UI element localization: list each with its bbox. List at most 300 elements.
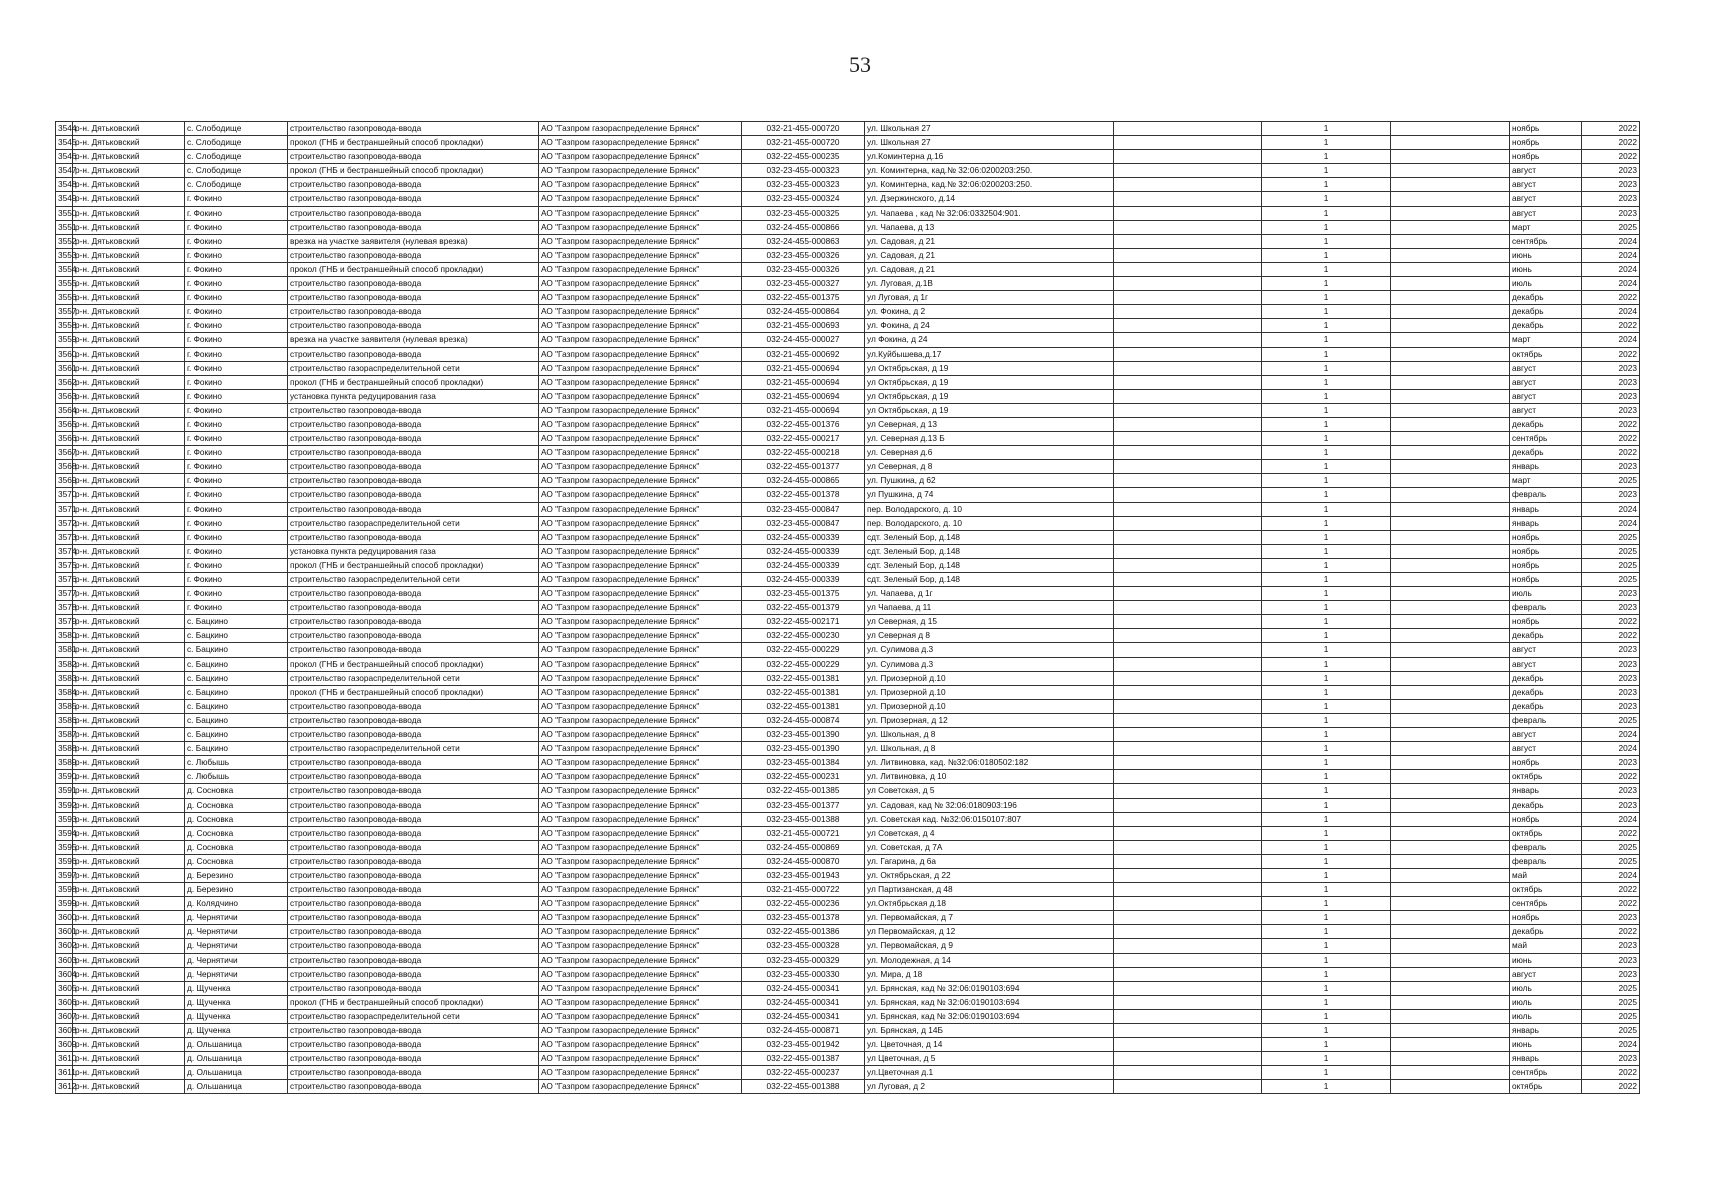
month-cell: июнь [1510,248,1582,262]
district-cell: р-н. Дятьковский [73,953,185,967]
settlement-cell: д. Ольшаница [185,1038,288,1052]
settlement-cell: д. Ольшаница [185,1066,288,1080]
row-number: 3564 [56,403,73,417]
work-type-cell: прокол (ГНБ и бестраншейный способ прокладки) [288,262,539,276]
work-type-cell: прокол (ГНБ и бестраншейный способ прокладки) [288,685,539,699]
application-code-cell: 032-22-455-000217 [742,432,865,446]
empty-cell [1391,798,1510,812]
quantity-cell: 1 [1262,713,1391,727]
month-cell: февраль [1510,713,1582,727]
address-cell: ул. Школьная 27 [865,122,1114,136]
address-cell: ул. Дзержинского, д.14 [865,192,1114,206]
year-cell: 2023 [1582,671,1640,685]
application-code-cell: 032-24-455-000866 [742,220,865,234]
district-cell: р-н. Дятьковский [73,798,185,812]
organization-cell: АО "Газпром газораспределение Брянск" [539,530,742,544]
work-type-cell: прокол (ГНБ и бестраншейный способ прокладки) [288,995,539,1009]
address-cell: ул. Литвиновка, д 10 [865,770,1114,784]
quantity-cell: 1 [1262,488,1391,502]
work-type-cell: строительство газопровода-ввода [288,826,539,840]
empty-cell [1114,615,1262,629]
table-row [56,601,1640,615]
table-row [56,615,1640,629]
row-number: 3582 [56,657,73,671]
settlement-cell: д. Щученка [185,1024,288,1038]
district-cell: р-н. Дятьковский [73,488,185,502]
quantity-cell: 1 [1262,601,1391,615]
row-number: 3587 [56,728,73,742]
organization-cell: АО "Газпром газораспределение Брянск" [539,333,742,347]
row-number: 3577 [56,587,73,601]
application-code-cell: 032-23-455-000326 [742,248,865,262]
row-number: 3559 [56,333,73,347]
quantity-cell: 1 [1262,192,1391,206]
district-cell: р-н. Дятьковский [73,615,185,629]
quantity-cell: 1 [1262,883,1391,897]
table-row [56,756,1640,770]
application-code-cell: 032-22-455-001381 [742,685,865,699]
address-cell: ул. Сулимова д.3 [865,643,1114,657]
year-cell: 2024 [1582,812,1640,826]
organization-cell: АО "Газпром газораспределение Брянск" [539,319,742,333]
table-row [56,840,1640,854]
address-cell: ул. Коминтерна, кад.№ 32:06:0200203:250. [865,164,1114,178]
year-cell: 2023 [1582,587,1640,601]
organization-cell: АО "Газпром газораспределение Брянск" [539,897,742,911]
empty-cell [1114,911,1262,925]
row-number: 3608 [56,1024,73,1038]
month-cell: февраль [1510,601,1582,615]
organization-cell: АО "Газпром газораспределение Брянск" [539,192,742,206]
year-cell: 2023 [1582,911,1640,925]
work-type-cell: строительство газопровода-ввода [288,150,539,164]
empty-cell [1391,544,1510,558]
row-number: 3580 [56,629,73,643]
register-table [55,121,1640,1094]
district-cell: р-н. Дятьковский [73,1009,185,1023]
settlement-cell: г. Фокино [185,220,288,234]
district-cell: р-н. Дятьковский [73,995,185,1009]
organization-cell: АО "Газпром газораспределение Брянск" [539,939,742,953]
work-type-cell: строительство газопровода-ввода [288,220,539,234]
work-type-cell: строительство газораспределительной сети [288,742,539,756]
application-code-cell: 032-21-455-000720 [742,136,865,150]
address-cell: ул. Садовая, д 21 [865,248,1114,262]
year-cell: 2023 [1582,685,1640,699]
month-cell: ноябрь [1510,122,1582,136]
year-cell: 2024 [1582,868,1640,882]
month-cell: ноябрь [1510,756,1582,770]
application-code-cell: 032-22-455-000231 [742,770,865,784]
month-cell: август [1510,403,1582,417]
organization-cell: АО "Газпром газораспределение Брянск" [539,347,742,361]
settlement-cell: д. Щученка [185,995,288,1009]
district-cell: р-н. Дятьковский [73,629,185,643]
application-code-cell: 032-23-455-000329 [742,953,865,967]
empty-cell [1391,573,1510,587]
empty-cell [1391,1009,1510,1023]
year-cell: 2022 [1582,826,1640,840]
table-row [56,375,1640,389]
table-row [56,389,1640,403]
empty-cell [1114,544,1262,558]
organization-cell: АО "Газпром газораспределение Брянск" [539,770,742,784]
row-number: 3583 [56,671,73,685]
row-number: 3549 [56,192,73,206]
year-cell: 2022 [1582,291,1640,305]
address-cell: ул.Куйбышева,д.17 [865,347,1114,361]
table-row [56,897,1640,911]
row-number: 3568 [56,460,73,474]
table-row [56,981,1640,995]
empty-cell [1391,361,1510,375]
settlement-cell: с. Слободище [185,178,288,192]
month-cell: сентябрь [1510,432,1582,446]
table-row [56,164,1640,178]
district-cell: р-н. Дятьковский [73,573,185,587]
work-type-cell: строительство газопровода-ввода [288,713,539,727]
organization-cell: АО "Газпром газораспределение Брянск" [539,460,742,474]
organization-cell: АО "Газпром газораспределение Брянск" [539,953,742,967]
application-code-cell: 032-23-455-000324 [742,192,865,206]
empty-cell [1391,925,1510,939]
organization-cell: АО "Газпром газораспределение Брянск" [539,643,742,657]
district-cell: р-н. Дятьковский [73,262,185,276]
district-cell: р-н. Дятьковский [73,1024,185,1038]
month-cell: август [1510,657,1582,671]
district-cell: р-н. Дятьковский [73,657,185,671]
empty-cell [1391,967,1510,981]
quantity-cell: 1 [1262,1080,1391,1094]
empty-cell [1114,967,1262,981]
year-cell: 2023 [1582,389,1640,403]
address-cell: ул. Мира, д 18 [865,967,1114,981]
table-row [56,474,1640,488]
month-cell: август [1510,206,1582,220]
year-cell: 2025 [1582,840,1640,854]
empty-cell [1391,713,1510,727]
district-cell: р-н. Дятьковский [73,502,185,516]
empty-cell [1114,728,1262,742]
month-cell: ноябрь [1510,544,1582,558]
month-cell: ноябрь [1510,136,1582,150]
table-row [56,333,1640,347]
year-cell: 2024 [1582,305,1640,319]
organization-cell: АО "Газпром газораспределение Брянск" [539,1009,742,1023]
address-cell: ул. Брянская, кад № 32:06:0190103:694 [865,995,1114,1009]
empty-cell [1391,319,1510,333]
month-cell: октябрь [1510,347,1582,361]
quantity-cell: 1 [1262,206,1391,220]
quantity-cell: 1 [1262,826,1391,840]
empty-cell [1391,770,1510,784]
empty-cell [1391,685,1510,699]
month-cell: ноябрь [1510,558,1582,572]
table-row [56,1024,1640,1038]
district-cell: р-н. Дятьковский [73,178,185,192]
month-cell: август [1510,643,1582,657]
row-number: 3573 [56,530,73,544]
address-cell: ул. Молодежная, д 14 [865,953,1114,967]
row-number: 3609 [56,1038,73,1052]
quantity-cell: 1 [1262,699,1391,713]
year-cell: 2023 [1582,601,1640,615]
empty-cell [1391,615,1510,629]
table-row [56,657,1640,671]
organization-cell: АО "Газпром газораспределение Брянск" [539,699,742,713]
empty-cell [1391,868,1510,882]
month-cell: август [1510,742,1582,756]
address-cell: ул. Фокина, д 2 [865,305,1114,319]
application-code-cell: 032-22-455-001377 [742,460,865,474]
empty-cell [1391,671,1510,685]
address-cell: ул. Приозерной д.10 [865,671,1114,685]
organization-cell: АО "Газпром газораспределение Брянск" [539,516,742,530]
quantity-cell: 1 [1262,122,1391,136]
table-row [56,558,1640,572]
table-row [56,277,1640,291]
address-cell: ул. Приозерная, д 12 [865,713,1114,727]
table-row [56,544,1640,558]
settlement-cell: г. Фокино [185,573,288,587]
district-cell: р-н. Дятьковский [73,361,185,375]
work-type-cell: строительство газопровода-ввода [288,840,539,854]
month-cell: ноябрь [1510,150,1582,164]
address-cell: ул Фокина, д 24 [865,333,1114,347]
year-cell: 2024 [1582,742,1640,756]
application-code-cell: 032-23-455-001943 [742,868,865,882]
settlement-cell: г. Фокино [185,587,288,601]
month-cell: сентябрь [1510,1066,1582,1080]
month-cell: декабрь [1510,417,1582,431]
month-cell: январь [1510,1024,1582,1038]
settlement-cell: с. Любышь [185,770,288,784]
empty-cell [1114,361,1262,375]
row-number: 3594 [56,826,73,840]
application-code-cell: 032-24-455-000874 [742,713,865,727]
empty-cell [1114,685,1262,699]
year-cell: 2022 [1582,883,1640,897]
work-type-cell: строительство газопровода-ввода [288,206,539,220]
empty-cell [1391,248,1510,262]
year-cell: 2022 [1582,432,1640,446]
application-code-cell: 032-24-455-000339 [742,530,865,544]
quantity-cell: 1 [1262,460,1391,474]
application-code-cell: 032-23-455-000328 [742,939,865,953]
organization-cell: АО "Газпром газораспределение Брянск" [539,1038,742,1052]
organization-cell: АО "Газпром газораспределение Брянск" [539,812,742,826]
empty-cell [1114,474,1262,488]
month-cell: декабрь [1510,671,1582,685]
settlement-cell: д. Сосновка [185,812,288,826]
empty-cell [1391,883,1510,897]
district-cell: р-н. Дятьковский [73,347,185,361]
organization-cell: АО "Газпром газораспределение Брянск" [539,685,742,699]
quantity-cell: 1 [1262,1066,1391,1080]
settlement-cell: с. Слободище [185,164,288,178]
empty-cell [1114,136,1262,150]
quantity-cell: 1 [1262,375,1391,389]
row-number: 3561 [56,361,73,375]
quantity-cell: 1 [1262,1052,1391,1066]
empty-cell [1391,262,1510,276]
month-cell: ноябрь [1510,573,1582,587]
application-code-cell: 032-24-455-000864 [742,305,865,319]
application-code-cell: 032-22-455-001379 [742,601,865,615]
row-number: 3586 [56,713,73,727]
application-code-cell: 032-22-455-001386 [742,925,865,939]
table-row [56,911,1640,925]
settlement-cell: д. Сосновка [185,840,288,854]
table-row [56,305,1640,319]
row-number: 3547 [56,164,73,178]
row-number: 3611 [56,1066,73,1080]
table-row [56,1009,1640,1023]
organization-cell: АО "Газпром газораспределение Брянск" [539,883,742,897]
row-number: 3590 [56,770,73,784]
year-cell: 2023 [1582,192,1640,206]
year-cell: 2024 [1582,1038,1640,1052]
empty-cell [1114,868,1262,882]
row-number: 3598 [56,883,73,897]
empty-cell [1391,150,1510,164]
empty-cell [1391,516,1510,530]
table-row [56,248,1640,262]
empty-cell [1391,389,1510,403]
address-cell: ул. Пушкина, д 62 [865,474,1114,488]
work-type-cell: строительство газораспределительной сети [288,516,539,530]
address-cell: сдт. Зеленый Бор, д.148 [865,544,1114,558]
month-cell: октябрь [1510,1080,1582,1094]
month-cell: июль [1510,981,1582,995]
table-row [56,1080,1640,1094]
work-type-cell: строительство газопровода-ввода [288,403,539,417]
settlement-cell: д. Сосновка [185,826,288,840]
empty-cell [1391,192,1510,206]
organization-cell: АО "Газпром газораспределение Брянск" [539,375,742,389]
work-type-cell: строительство газопровода-ввода [288,1024,539,1038]
row-number: 3567 [56,446,73,460]
organization-cell: АО "Газпром газораспределение Брянск" [539,854,742,868]
empty-cell [1114,756,1262,770]
row-number: 3544 [56,122,73,136]
year-cell: 2025 [1582,854,1640,868]
application-code-cell: 032-24-455-000027 [742,333,865,347]
organization-cell: АО "Газпром газораспределение Брянск" [539,446,742,460]
application-code-cell: 032-24-455-000871 [742,1024,865,1038]
work-type-cell: строительство газопровода-ввода [288,122,539,136]
organization-cell: АО "Газпром газораспределение Брянск" [539,389,742,403]
work-type-cell: строительство газопровода-ввода [288,319,539,333]
empty-cell [1114,713,1262,727]
page-number: 53 [849,52,871,77]
month-cell: июнь [1510,262,1582,276]
address-cell: ул Северная, д 15 [865,615,1114,629]
empty-cell [1391,587,1510,601]
address-cell: пер. Володарского, д. 10 [865,516,1114,530]
settlement-cell: д. Чернятичи [185,925,288,939]
quantity-cell: 1 [1262,502,1391,516]
year-cell: 2024 [1582,277,1640,291]
year-cell: 2023 [1582,953,1640,967]
month-cell: август [1510,375,1582,389]
district-cell: р-н. Дятьковский [73,389,185,403]
table-row [56,432,1640,446]
district-cell: р-н. Дятьковский [73,446,185,460]
row-number: 3603 [56,953,73,967]
row-number: 3565 [56,417,73,431]
address-cell: ул Пушкина, д 74 [865,488,1114,502]
work-type-cell: строительство газопровода-ввода [288,417,539,431]
month-cell: ноябрь [1510,615,1582,629]
settlement-cell: с. Слободище [185,136,288,150]
district-cell: р-н. Дятьковский [73,868,185,882]
quantity-cell: 1 [1262,1009,1391,1023]
month-cell: ноябрь [1510,530,1582,544]
quantity-cell: 1 [1262,291,1391,305]
empty-cell [1114,530,1262,544]
district-cell: р-н. Дятьковский [73,291,185,305]
address-cell: сдт. Зеленый Бор, д.148 [865,573,1114,587]
year-cell: 2022 [1582,770,1640,784]
table-row [56,417,1640,431]
application-code-cell: 032-22-455-000235 [742,150,865,164]
work-type-cell: строительство газопровода-ввода [288,488,539,502]
empty-cell [1114,1066,1262,1080]
organization-cell: АО "Газпром газораспределение Брянск" [539,502,742,516]
district-cell: р-н. Дятьковский [73,728,185,742]
settlement-cell: г. Фокино [185,403,288,417]
application-code-cell: 032-23-455-000847 [742,502,865,516]
district-cell: р-н. Дятьковский [73,812,185,826]
address-cell: ул Северная д 8 [865,629,1114,643]
table-row [56,629,1640,643]
quantity-cell: 1 [1262,728,1391,742]
settlement-cell: д. Сосновка [185,854,288,868]
work-type-cell: строительство газораспределительной сети [288,1009,539,1023]
district-cell: р-н. Дятьковский [73,601,185,615]
year-cell: 2024 [1582,728,1640,742]
month-cell: март [1510,220,1582,234]
row-number: 3600 [56,911,73,925]
year-cell: 2023 [1582,460,1640,474]
application-code-cell: 032-23-455-001390 [742,742,865,756]
organization-cell: АО "Газпром газораспределение Брянск" [539,1066,742,1080]
row-number: 3597 [56,868,73,882]
application-code-cell: 032-22-455-001385 [742,784,865,798]
settlement-cell: г. Фокино [185,347,288,361]
district-cell: р-н. Дятьковский [73,136,185,150]
month-cell: февраль [1510,854,1582,868]
settlement-cell: г. Фокино [185,192,288,206]
year-cell: 2025 [1582,558,1640,572]
work-type-cell: строительство газопровода-ввода [288,812,539,826]
row-number: 3570 [56,488,73,502]
application-code-cell: 032-23-455-000327 [742,277,865,291]
empty-cell [1114,262,1262,276]
organization-cell: АО "Газпром газораспределение Брянск" [539,558,742,572]
application-code-cell: 032-22-455-001381 [742,699,865,713]
application-code-cell: 032-21-455-000694 [742,389,865,403]
quantity-cell: 1 [1262,897,1391,911]
empty-cell [1391,657,1510,671]
empty-cell [1114,1038,1262,1052]
district-cell: р-н. Дятьковский [73,558,185,572]
year-cell: 2023 [1582,657,1640,671]
application-code-cell: 032-24-455-000341 [742,981,865,995]
row-number: 3595 [56,840,73,854]
empty-cell [1114,347,1262,361]
